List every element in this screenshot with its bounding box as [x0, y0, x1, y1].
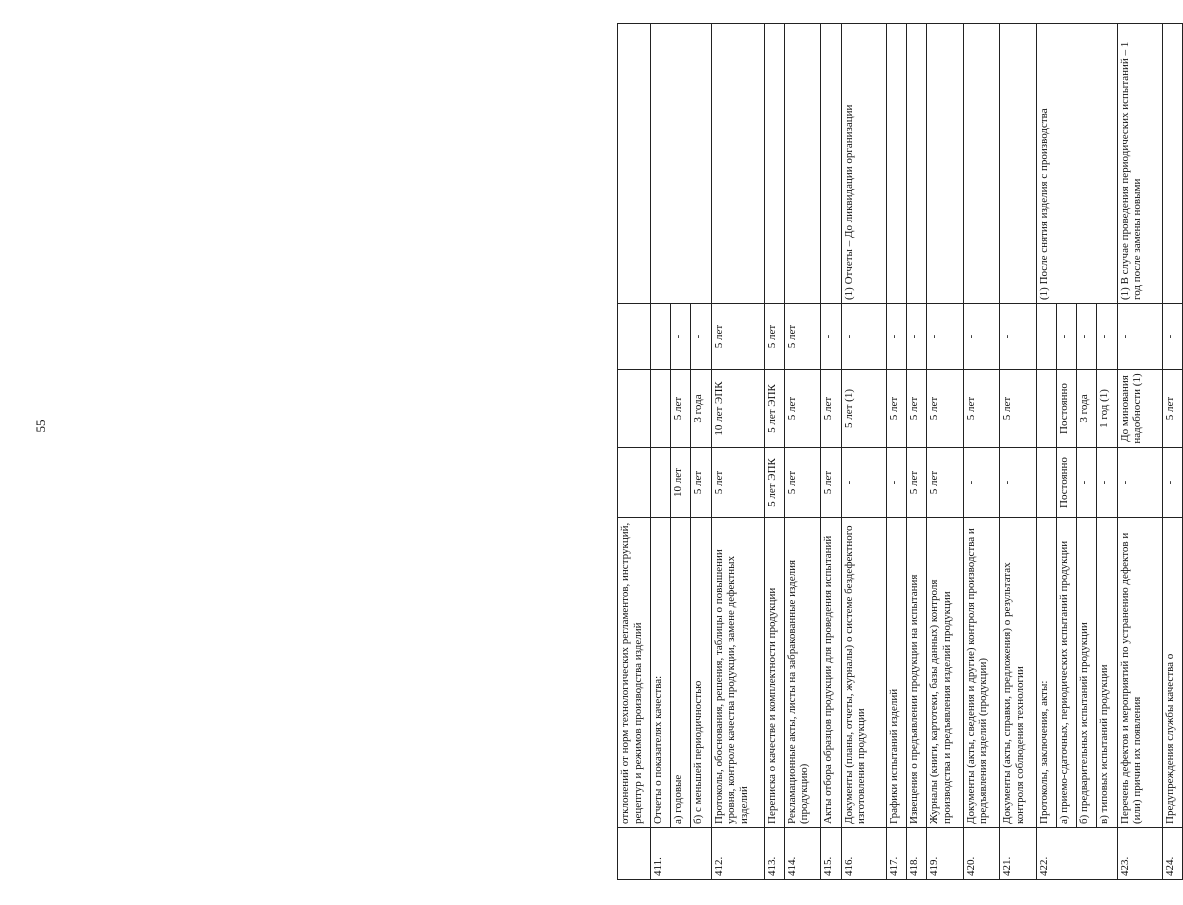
row-number: 413. [764, 828, 784, 880]
retention-col-3: - [1077, 304, 1097, 370]
table-row [1117, 24, 1162, 880]
retention-col-3: 5 лет [764, 304, 784, 370]
retention-col-1 [651, 448, 671, 518]
retention-col-1: 5 лет ЭПК [764, 448, 784, 518]
retention-col-1: - [886, 448, 906, 518]
retention-col-2: 5 лет [671, 370, 691, 448]
retention-col-1: - [1117, 448, 1162, 518]
retention-col-1: - [841, 448, 886, 518]
row-number [618, 828, 651, 880]
page-number: 55 [33, 419, 48, 433]
retention-col-3: - [1097, 304, 1117, 370]
table-row [821, 24, 841, 880]
retention-col-3 [651, 304, 671, 370]
table-row [1036, 24, 1056, 880]
retention-col-2: 5 лет [906, 370, 926, 448]
retention-col-1: - [1000, 448, 1037, 518]
table-row [711, 24, 764, 880]
retention-col-2: 1 год (1) [1097, 370, 1117, 448]
retention-col-2: 3 года [1077, 370, 1097, 448]
retention-col-1: 5 лет [691, 448, 711, 518]
retention-col-3: - [1000, 304, 1037, 370]
retention-col-2: 5 лет (1) [841, 370, 886, 448]
row-number: 422. [1036, 828, 1117, 880]
note: (1) После снятия изделия с производства [1036, 24, 1117, 304]
table-row [841, 24, 886, 880]
document-name: Предупреждения службы качества о [1162, 518, 1182, 828]
retention-col-2: 3 года [691, 370, 711, 448]
retention-col-1: 10 лет [671, 448, 691, 518]
retention-col-3: 5 лет [784, 304, 821, 370]
table-row [906, 24, 926, 880]
row-number: 412. [711, 828, 764, 880]
row-number: 417. [886, 828, 906, 880]
document-name: Отчеты о показателях качества: [651, 518, 671, 828]
document-name: Рекламационные акты, листы на забракованные изделия (продукцию) [784, 518, 821, 828]
retention-col-1 [1036, 448, 1056, 518]
document-name: б) с меньшей периодичностью [691, 518, 711, 828]
document-name: Перечень дефектов и мероприятий по устранению дефектов и (или) причин их появления [1117, 518, 1162, 828]
retention-col-3 [1036, 304, 1056, 370]
note [906, 24, 926, 304]
retention-col-1: - [1077, 448, 1097, 518]
document-name: Документы (акты, справки, предложения) о результатах контроля соблюдения технологии [1000, 518, 1037, 828]
retention-col-3: - [671, 304, 691, 370]
retention-col-2 [618, 370, 651, 448]
retention-col-2: 5 лет [821, 370, 841, 448]
retention-col-1: - [1162, 448, 1182, 518]
row-number: 414. [784, 828, 821, 880]
retention-col-1: 5 лет [821, 448, 841, 518]
note [886, 24, 906, 304]
table-row [651, 24, 671, 880]
retention-col-2: 5 лет [963, 370, 1000, 448]
retention-col-3: - [963, 304, 1000, 370]
retention-col-2: 5 лет [1000, 370, 1037, 448]
document-name: Журналы (книги, картотеки, базы данных) контроля производства и предъявления изделий продукции [927, 518, 964, 828]
document-name: Переписка о качестве и комплектности продукции [764, 518, 784, 828]
note [651, 24, 712, 304]
row-number: 420. [963, 828, 1000, 880]
table-row [886, 24, 906, 880]
table-row [927, 24, 964, 880]
row-number: 419. [927, 828, 964, 880]
note: (1) Отчеты – До ликвидации организации [841, 24, 886, 304]
retention-col-2: 10 лет ЭПК [711, 370, 764, 448]
retention-col-2: 5 лет [784, 370, 821, 448]
retention-col-2 [1036, 370, 1056, 448]
document-name: а) годовые [671, 518, 691, 828]
retention-col-3: - [841, 304, 886, 370]
note [963, 24, 1000, 304]
retention-col-1: 5 лет [906, 448, 926, 518]
note [927, 24, 964, 304]
document-name: б) предварительных испытаний продукции [1077, 518, 1097, 828]
document-name: Документы (акты, сведения и другие) контроля производства и предъявления изделий (продукции) [963, 518, 1000, 828]
row-number: 424. [1162, 828, 1182, 880]
retention-col-3: - [927, 304, 964, 370]
retention-col-3: - [1056, 304, 1076, 370]
document-name: Протоколы, обоснования, решения, таблицы о повышении уровня, контроле качества продукции, замене дефектных изделий [711, 518, 764, 828]
document-name: в) типовых испытаний продукции [1097, 518, 1117, 828]
table-row [764, 24, 784, 880]
retention-col-1: - [1097, 448, 1117, 518]
row-number: 418. [906, 828, 926, 880]
note [764, 24, 784, 304]
retention-col-2: 5 лет ЭПК [764, 370, 784, 448]
retention-col-3: 5 лет [711, 304, 764, 370]
retention-col-3: - [906, 304, 926, 370]
note [1162, 24, 1182, 304]
retention-col-3: - [691, 304, 711, 370]
retention-col-2: 5 лет [1162, 370, 1182, 448]
document-name: а) приемо-сдаточных, периодических испытаний продукции [1056, 518, 1076, 828]
document-name: Акты отбора образцов продукции для проведения испытаний [821, 518, 841, 828]
table-row [784, 24, 821, 880]
retention-col-3: - [821, 304, 841, 370]
document-name: Извещения о предъявлении продукции на испытания [906, 518, 926, 828]
document-name: Графики испытаний изделий [886, 518, 906, 828]
retention-table-sheet [617, 24, 1183, 880]
note [711, 24, 764, 304]
retention-col-2: 5 лет [927, 370, 964, 448]
retention-col-3: - [886, 304, 906, 370]
note: (1) В случае проведения периодических испытаний – 1 год после замены новыми [1117, 24, 1162, 304]
document-name: Протоколы, заключения, акты: [1036, 518, 1056, 828]
retention-col-3: - [1162, 304, 1182, 370]
row-number: 423. [1117, 828, 1162, 880]
table-row [1162, 24, 1182, 880]
document-name: Документы (планы, отчеты, журналы) о системе бездефектного изготовления продукции [841, 518, 886, 828]
retention-col-1: 5 лет [784, 448, 821, 518]
retention-col-1: Постоянно [1056, 448, 1076, 518]
retention-col-1: - [963, 448, 1000, 518]
document-name: отклонений от норм технологических регламентов, инструкций, рецептур и режимов производства изделий [618, 518, 651, 828]
table-row [963, 24, 1000, 880]
retention-col-2 [651, 370, 671, 448]
row-number: 416. [841, 828, 886, 880]
retention-col-2: 5 лет [886, 370, 906, 448]
table-row [1000, 24, 1037, 880]
retention-col-2: Постоянно [1056, 370, 1076, 448]
retention-col-3 [618, 304, 651, 370]
note [1000, 24, 1037, 304]
row-number: 411. [651, 828, 712, 880]
row-number: 415. [821, 828, 841, 880]
note [784, 24, 821, 304]
row-number: 421. [1000, 828, 1037, 880]
table-row [618, 24, 651, 880]
retention-col-1 [618, 448, 651, 518]
note [618, 24, 651, 304]
retention-table [617, 23, 1183, 880]
retention-col-1: 5 лет [927, 448, 964, 518]
retention-col-2: До минования надобности (1) [1117, 370, 1162, 448]
retention-col-3: - [1117, 304, 1162, 370]
note [821, 24, 841, 304]
retention-col-1: 5 лет [711, 448, 764, 518]
